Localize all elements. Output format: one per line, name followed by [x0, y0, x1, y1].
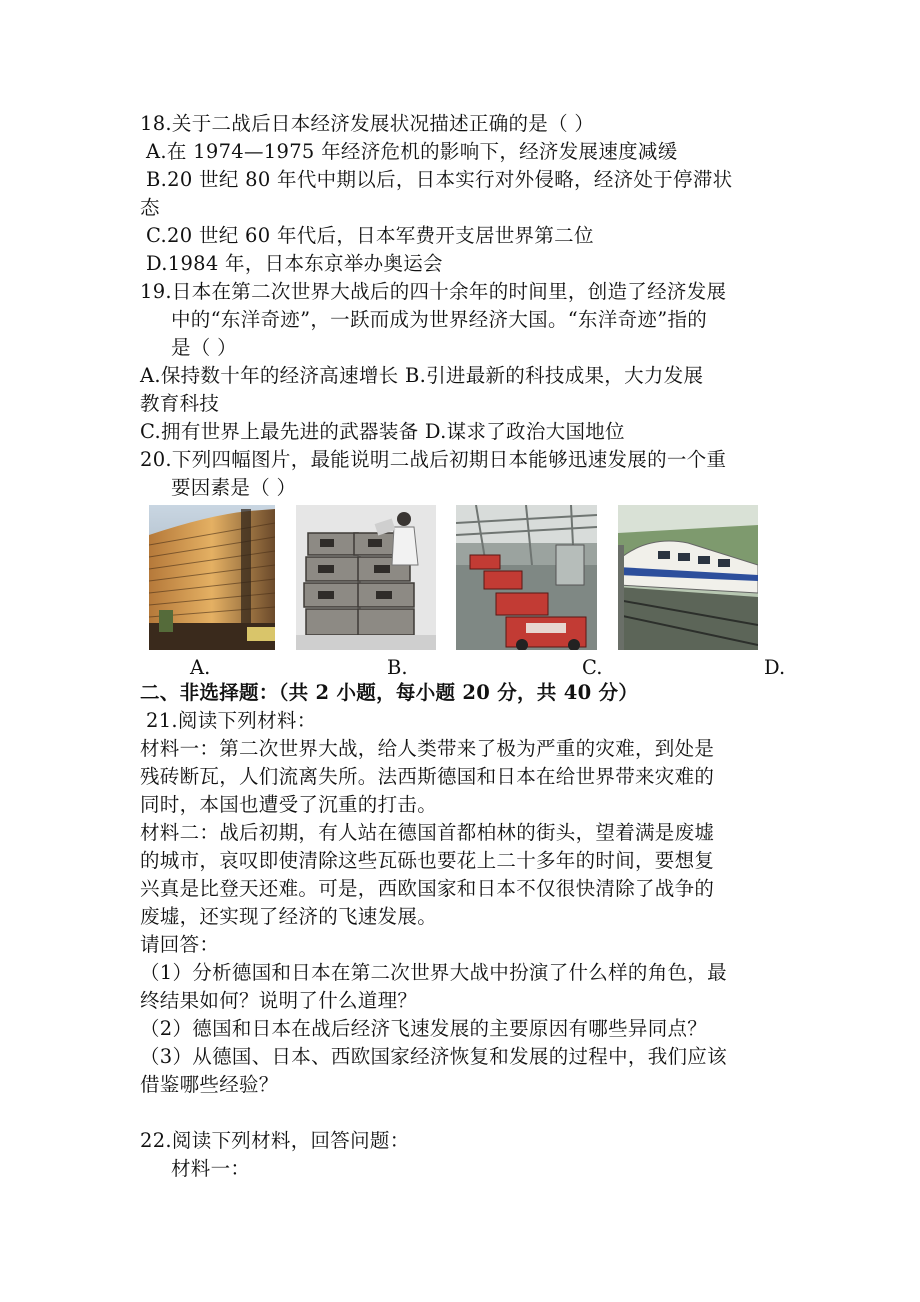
- q22-material-1: 材料一：: [171, 1157, 251, 1180]
- photo-caption-d: D.: [764, 656, 786, 679]
- q20-stem-cont: 要因素是（ ）: [171, 476, 297, 499]
- photo-c-car-assembly-line: [456, 505, 597, 650]
- q19-stem-end: 是（ ）: [171, 336, 237, 359]
- q21-stem: 21.阅读下列材料：: [146, 709, 317, 732]
- photo-caption-c: C.: [582, 656, 603, 679]
- q21-part-2: （2）德国和日本在战后经济飞速发展的主要原因有哪些异同点？: [140, 1017, 708, 1040]
- photo-caption-a: A.: [190, 656, 211, 679]
- q21-part-1: （1）分析德国和日本在第二次世界大战中扮演了什么样的角色，最: [140, 961, 727, 984]
- photo-d-bullet-train: [618, 505, 758, 650]
- q19-stem-cont: 中的“东洋奇迹”，一跃而成为世界经济大国。“东洋奇迹”指的: [171, 308, 708, 331]
- q21-prompt: 请回答：: [140, 933, 220, 956]
- q18-option-c: C.20 世纪 60 年代后，日本军费开支居世界第二位: [146, 224, 594, 247]
- q21-part-3-cont: 借鉴哪些经验？: [140, 1073, 279, 1096]
- q21-material-2-cont-2: 兴真是比登天还难。可是，西欧国家和日本不仅很快清除了战争的: [140, 877, 715, 900]
- q21-material-2: 材料二：战后初期，有人站在德国首都柏林的街头，望着满是废墟: [140, 821, 715, 844]
- q21-material-1-end: 同时，本国也遭受了沉重的打击。: [140, 793, 438, 816]
- q21-material-1-cont: 残砖断瓦，人们流离失所。法西斯德国和日本在给世界带来灾难的: [140, 765, 715, 788]
- q21-part-3: （3）从德国、日本、西欧国家经济恢复和发展的过程中，我们应该: [140, 1045, 727, 1068]
- q21-material-2-cont: 的城市，哀叹即使清除这些瓦砾也要花上二十多年的时间，要想复: [140, 849, 715, 872]
- q18-option-b: B.20 世纪 80 年代中期以后，日本实行对外侵略，经济处于停滞状: [146, 168, 733, 191]
- q18-option-d: D.1984 年，日本东京举办奥运会: [146, 252, 443, 275]
- q21-material-2-end: 废墟，还实现了经济的飞速发展。: [140, 905, 438, 928]
- photo-caption-b: B.: [387, 656, 408, 679]
- photo-b-crates-worker: [296, 505, 436, 650]
- q19-options-cd: C.拥有世界上最先进的武器装备 D.谋求了政治大国地位: [140, 420, 625, 443]
- q20-stem: 20.下列四幅图片，最能说明二战后初期日本能够迅速发展的一个重: [140, 448, 727, 471]
- q22-stem: 22.阅读下列材料，回答问题：: [140, 1129, 410, 1152]
- section-2-title: 二、非选择题：（共 2 小题，每小题 20 分，共 40 分）: [140, 681, 639, 704]
- q19-stem: 19.日本在第二次世界大战后的四十余年的时间里，创造了经济发展: [140, 280, 727, 303]
- q21-part-1-cont: 终结果如何？说明了什么道理？: [140, 989, 418, 1012]
- q18-option-a: A.在 1974—1975 年经济危机的影响下，经济发展速度减缓: [146, 140, 678, 163]
- photo-a-modern-building: [149, 505, 275, 650]
- q21-material-1: 材料一：第二次世界大战，给人类带来了极为严重的灾难，到处是: [140, 737, 715, 760]
- q18-option-b-cont: 态: [140, 196, 160, 219]
- q18-stem: 18.关于二战后日本经济发展状况描述正确的是（ ）: [140, 112, 595, 135]
- q19-options-ab: A.保持数十年的经济高速增长 B.引进最新的科技成果，大力发展: [140, 364, 704, 387]
- q19-options-ab-cont: 教育科技: [140, 392, 220, 415]
